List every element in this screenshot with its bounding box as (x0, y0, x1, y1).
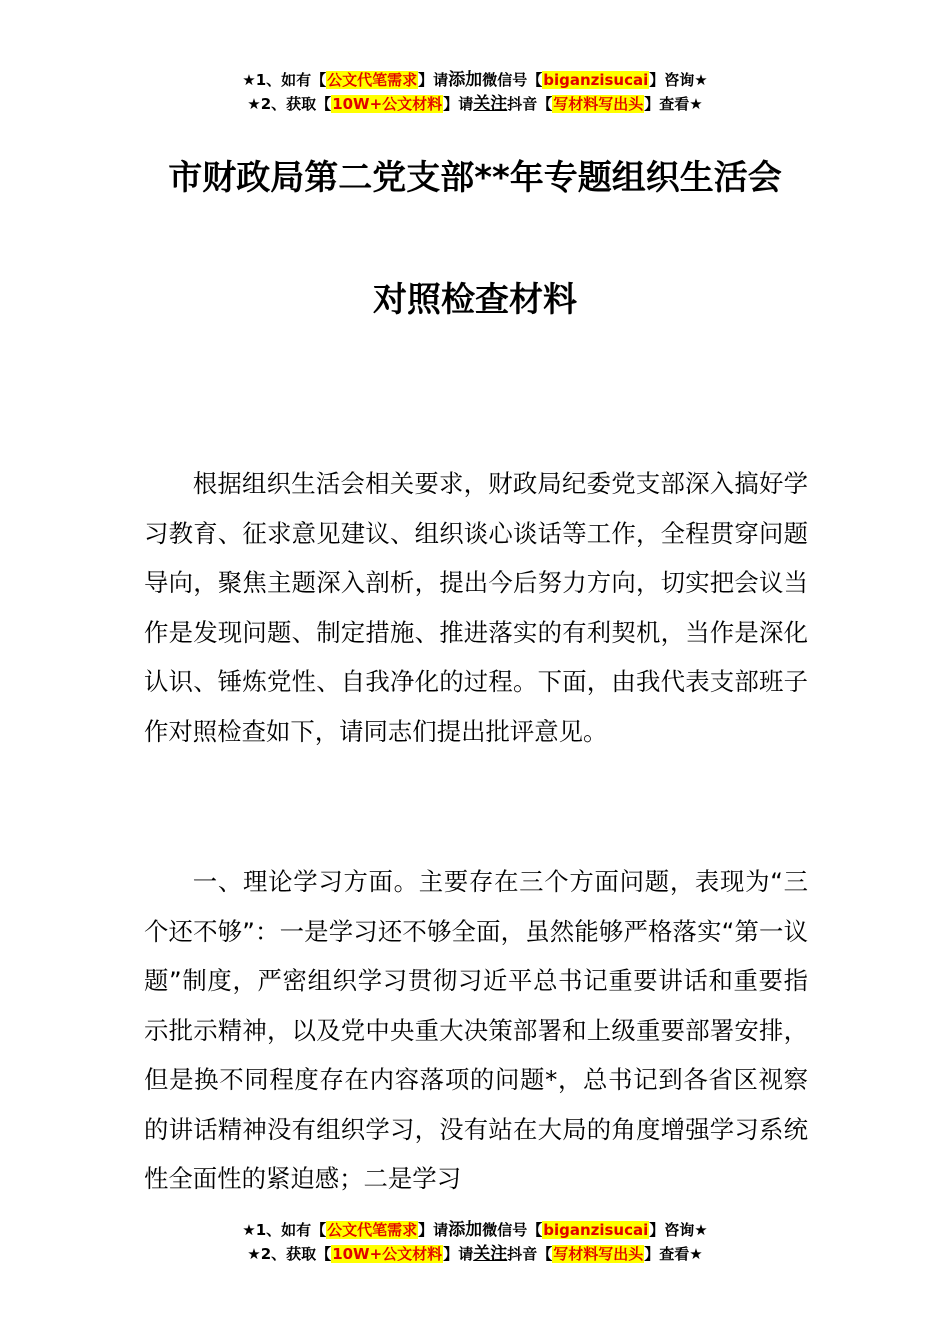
banner-line-2 (0, 92, 950, 116)
banner-text: 】请 (443, 1245, 474, 1263)
banner-text: 抖音【 (507, 95, 553, 113)
banner-highlight: 公文代笔需求 (327, 71, 418, 89)
banner-text: ★2、获取【 (247, 95, 332, 113)
body-paragraph-2: 一、理论学习方面。主要存在三个方面问题，表现为“三个还不够”：一是学习还不够全面，虽然能够严格落实“第一议题”制度，严密组织学习贯彻习近平总书记重要讲话和重要指示批示精神，以及党中央重大决策部署和上级重要部署安排，但是换不同程度存在内容落项的问题*，总书记到各省区视察的讲话精神没有组织学习，没有站在大局的角度增强学习系统性全面性的紧迫感；二是学习 (144, 867, 808, 1193)
header-banner (0, 68, 950, 116)
banner-text: ★1、如有【 (242, 71, 327, 89)
banner-text: 微信号【 (482, 71, 543, 89)
banner-text: 】咨询★ (649, 71, 708, 89)
footer-banner (0, 1218, 950, 1266)
banner-text: 】咨询★ (649, 1221, 708, 1239)
banner-emphasis: 添加 (448, 1220, 483, 1240)
banner-emphasis: 添加 (448, 70, 483, 90)
banner-text: 】请 (418, 1221, 449, 1239)
banner-highlight: 10W+公文材料 (332, 95, 443, 113)
banner-line-1 (0, 1218, 950, 1242)
banner-emphasis: 关注 (473, 94, 508, 114)
banner-highlight: 写材料写出头 (553, 95, 644, 113)
banner-text: 微信号【 (482, 1221, 543, 1239)
banner-text: 】查看★ (644, 1245, 703, 1263)
document-title-line-2: 对照检查材料 (373, 280, 577, 320)
banner-line-1 (0, 68, 950, 92)
banner-highlight: 写材料写出头 (553, 1245, 644, 1263)
banner-text: 抖音【 (507, 1245, 553, 1263)
banner-line-2 (0, 1242, 950, 1266)
banner-text: 】查看★ (644, 95, 703, 113)
document-title-line-1: 市财政局第二党支部**年专题组织生活会 (168, 158, 782, 198)
banner-highlight: biganzisucai (543, 71, 649, 89)
body-paragraph-1: 根据组织生活会相关要求，财政局纪委党支部深入搞好学习教育、征求意见建议、组织谈心谈话等工作，全程贯穿问题导向，聚焦主题深入剖析，提出今后努力方向，切实把会议当作是发现问题、制定措施、推进落实的有利契机，当作是深化认识、锤炼党性、自我净化的过程。下面，由我代表支部班子作对照检查如下，请同志们提出批评意见。 (144, 469, 808, 746)
banner-highlight: 公文代笔需求 (327, 1221, 418, 1239)
banner-text: ★2、获取【 (247, 1245, 332, 1263)
banner-text: 】请 (443, 95, 474, 113)
banner-text: ★1、如有【 (242, 1221, 327, 1239)
banner-highlight: 10W+公文材料 (332, 1245, 443, 1263)
banner-emphasis: 关注 (473, 1244, 508, 1264)
banner-highlight: biganzisucai (543, 1221, 649, 1239)
banner-text: 】请 (418, 71, 449, 89)
